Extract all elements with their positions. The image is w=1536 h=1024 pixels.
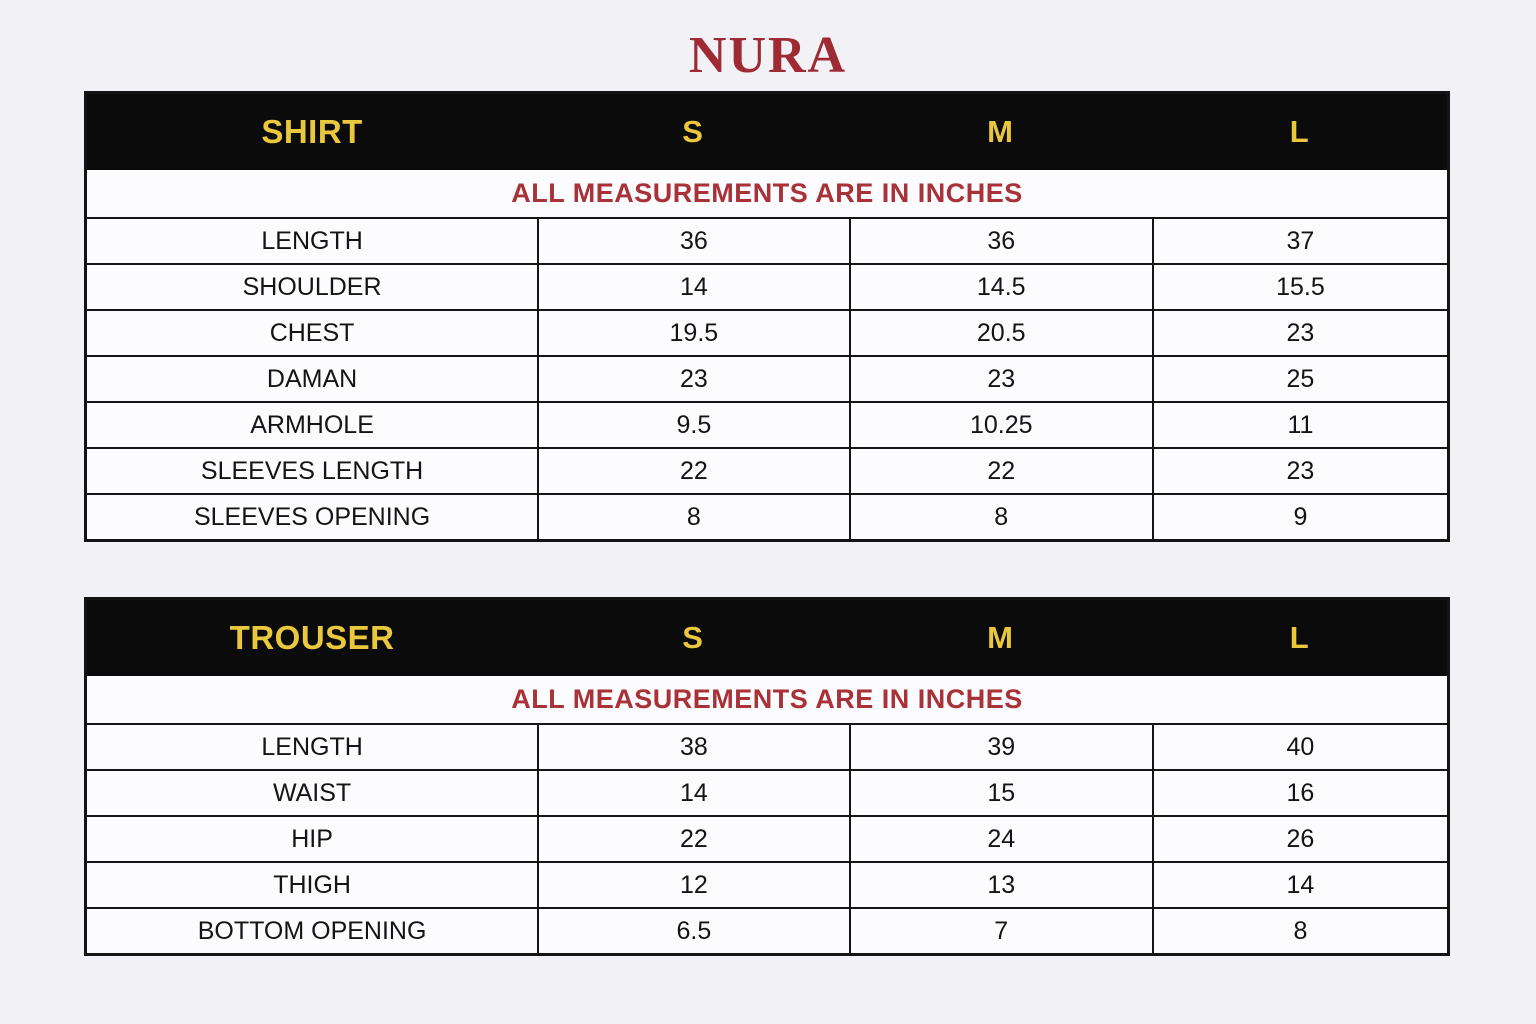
- shirt-size-s-label: S: [682, 114, 704, 149]
- measurement-value: 36: [537, 219, 848, 263]
- measurement-value: 8: [1152, 909, 1447, 953]
- table-row: [87, 815, 1447, 861]
- measurement-value: 9.5: [537, 403, 848, 447]
- measurement-value: 13: [849, 863, 1152, 907]
- shirt-size-m-label: M: [987, 114, 1014, 149]
- measurement-value: 14: [537, 265, 848, 309]
- measurement-label: WAIST: [272, 778, 352, 807]
- table-row: [87, 217, 1447, 263]
- measurement-value: 26: [1152, 817, 1447, 861]
- measurement-value: 6.5: [537, 909, 848, 953]
- table-row: [87, 769, 1447, 815]
- measurement-value: 8: [537, 495, 848, 539]
- measurement-value: 36: [849, 219, 1152, 263]
- measurement-value: 23: [1152, 311, 1447, 355]
- table-row: [87, 861, 1447, 907]
- measurement-value: 40: [1152, 725, 1447, 769]
- measurement-label: THIGH: [273, 870, 351, 899]
- table-row: [87, 723, 1447, 769]
- table-row: [87, 355, 1447, 401]
- measurement-value: 37: [1152, 219, 1447, 263]
- trouser-garment-label: TROUSER: [229, 619, 395, 656]
- page-title: NURA: [688, 27, 848, 84]
- shirt-header-row: [87, 94, 1447, 170]
- measurement-value: 23: [1152, 449, 1447, 493]
- measurement-value: 23: [849, 357, 1152, 401]
- measurement-value: 38: [537, 725, 848, 769]
- measurement-label: LENGTH: [261, 732, 363, 761]
- measurement-value: 16: [1152, 771, 1447, 815]
- measurement-value: 22: [537, 817, 848, 861]
- measurement-label: LENGTH: [261, 226, 363, 255]
- measurement-value: 14: [537, 771, 848, 815]
- shirt-garment-label: SHIRT: [261, 113, 363, 150]
- measurement-label: SLEEVES LENGTH: [200, 456, 424, 485]
- table-row: [87, 493, 1447, 539]
- table-row: [87, 447, 1447, 493]
- trouser-size-l-label: L: [1289, 620, 1310, 655]
- measurement-value: 25: [1152, 357, 1447, 401]
- measurement-value: 22: [849, 449, 1152, 493]
- trouser-size-s-label: S: [682, 620, 704, 655]
- measurement-label: SLEEVES OPENING: [193, 502, 431, 531]
- shirt-size-table: [84, 91, 1450, 542]
- measurement-label: DAMAN: [266, 364, 358, 393]
- table-row: [87, 263, 1447, 309]
- measurement-value: 15.5: [1152, 265, 1447, 309]
- shirt-measurements-note: ALL MEASUREMENTS ARE IN INCHES: [511, 178, 1023, 208]
- measurement-value: 7: [849, 909, 1152, 953]
- trouser-header-row: [87, 600, 1447, 676]
- measurement-label: CHEST: [269, 318, 355, 347]
- measurement-value: 12: [537, 863, 848, 907]
- measurement-label: SHOULDER: [242, 272, 382, 301]
- trouser-measurements-note: ALL MEASUREMENTS ARE IN INCHES: [511, 684, 1023, 714]
- shirt-size-l-label: L: [1289, 114, 1310, 149]
- trouser-measurements-note-row: [87, 676, 1447, 723]
- measurement-value: 22: [537, 449, 848, 493]
- table-row: [87, 401, 1447, 447]
- measurement-value: 14.5: [849, 265, 1152, 309]
- measurement-value: 14: [1152, 863, 1447, 907]
- measurement-label: HIP: [291, 824, 333, 853]
- measurement-label: BOTTOM OPENING: [197, 916, 427, 945]
- measurement-value: 9: [1152, 495, 1447, 539]
- measurement-value: 11: [1152, 403, 1447, 447]
- measurement-label: ARMHOLE: [250, 410, 374, 439]
- measurement-value: 15: [849, 771, 1152, 815]
- measurement-value: 24: [849, 817, 1152, 861]
- measurement-value: 8: [849, 495, 1152, 539]
- measurement-value: 20.5: [849, 311, 1152, 355]
- measurement-value: 10.25: [849, 403, 1152, 447]
- shirt-measurements-note-row: [87, 170, 1447, 217]
- measurement-value: 19.5: [537, 311, 848, 355]
- table-row: [87, 907, 1447, 953]
- measurement-value: 23: [537, 357, 848, 401]
- trouser-size-m-label: M: [987, 620, 1014, 655]
- measurement-value: 39: [849, 725, 1152, 769]
- table-row: [87, 309, 1447, 355]
- trouser-size-table: [84, 597, 1450, 956]
